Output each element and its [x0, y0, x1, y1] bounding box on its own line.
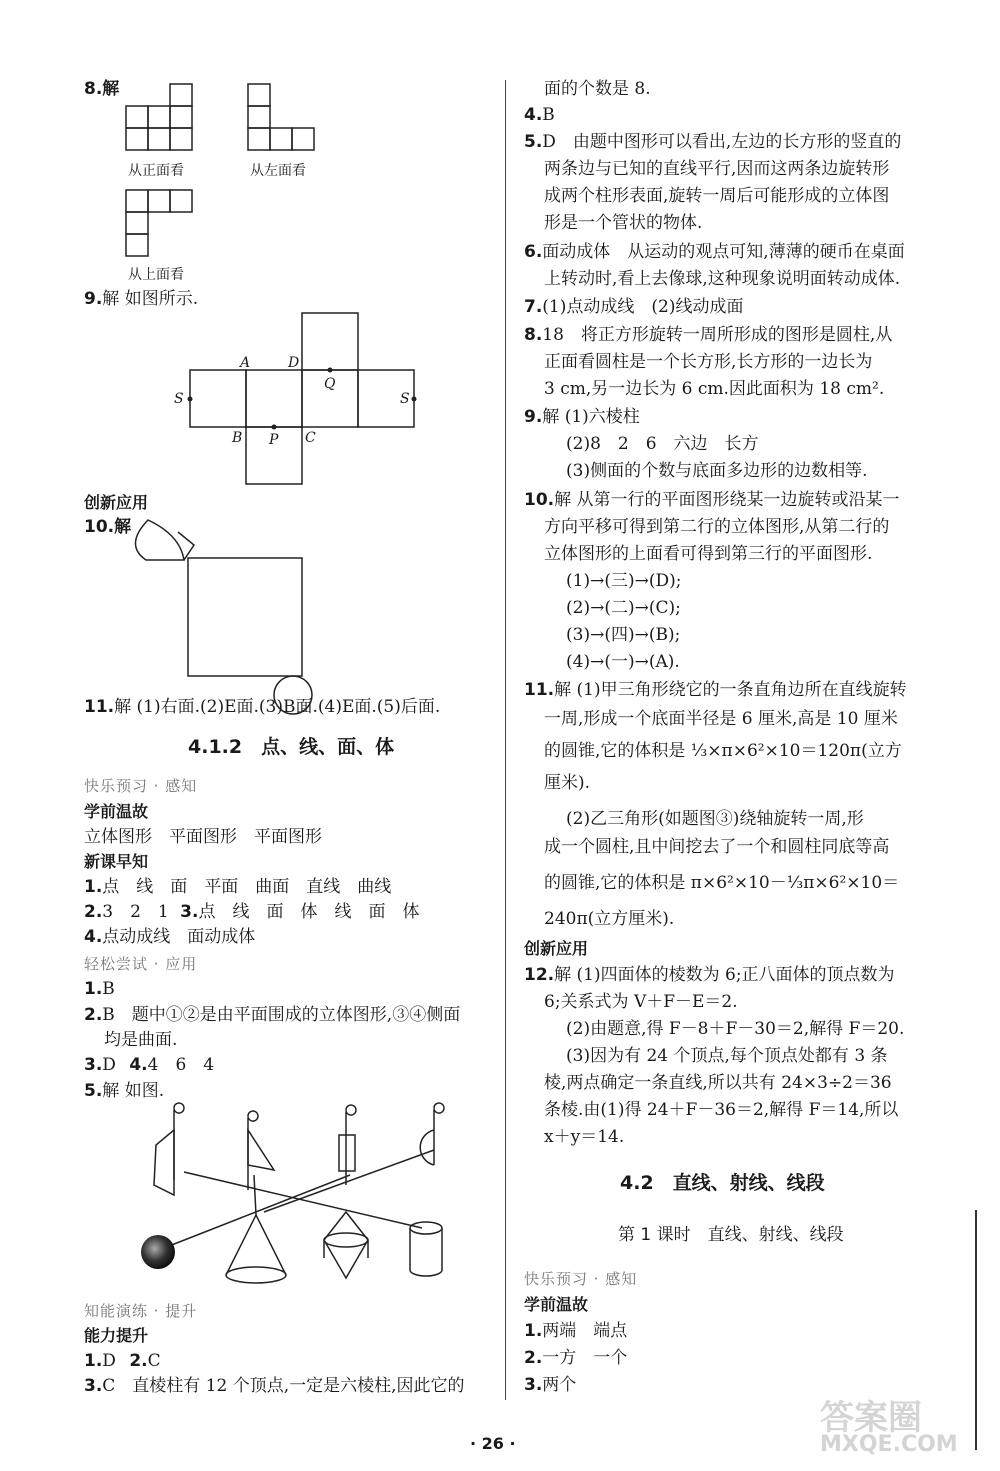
r-q10-m3: (3)→(四)→(B); [566, 625, 681, 645]
r-q11: 11.解 (1)甲三角形绕它的一条直角边所在直线旋转 [524, 680, 907, 700]
r-q12-l6: 条棱.由(1)得 24＋F－36＝2,解得 F＝14,所以 [544, 1100, 899, 1120]
r-xq-3: 3.两个 [524, 1375, 577, 1395]
r-q10-m2: (2)→(二)→(C); [566, 598, 681, 618]
r-q9-l2: (2)8 2 6 六边 长方 [566, 434, 759, 454]
nl-3: 3.C 直棱柱有 12 个顶点,一定是六棱柱,因此它的 [84, 1376, 465, 1396]
r-xq-2: 2.一方 一个 [524, 1348, 628, 1368]
r-q12-l4: (3)因为有 24 个顶点,每个顶点处都有 3 条 [566, 1046, 888, 1066]
r-q4: 4.B [524, 105, 555, 125]
r-q5-l4: 形是一个管状的物体. [544, 213, 703, 233]
innovation-heading-right: 创新应用 [524, 939, 589, 958]
r-q12-l7: x＋y＝14. [544, 1127, 625, 1147]
label-S-right: S [400, 391, 410, 407]
label-A: A [240, 355, 251, 371]
caption-left: 从左面看 [250, 163, 306, 179]
r-q5: 5.D 由题中图形可以看出,左边的长方形的竖直的 [524, 132, 902, 152]
r-q5-l3: 成两个柱形表面,旋转一周后可能形成的立体图 [544, 186, 890, 206]
heading-xueqian-right: 学前温故 [524, 1295, 589, 1314]
heading-nengli: 能力提升 [84, 1326, 149, 1345]
section-qingsong: 轻松尝试 · 应用 [84, 955, 198, 973]
r-q12-l3: (2)由题意,得 F－8＋F－30＝2,解得 F＝20. [566, 1019, 905, 1039]
column-divider [505, 80, 506, 1400]
xinke-4: 4.点动成线 面动成体 [84, 927, 256, 947]
section-title-4-2: 4.2 直线、射线、线段 [620, 1172, 825, 1194]
r-q12: 12.解 (1)四面体的棱数为 6;正八面体的顶点数为 [524, 965, 895, 985]
r-xq-1: 1.两端 端点 [524, 1321, 628, 1341]
xinke-2-3: 2.3 2 1 3.点 线 面 体 线 面 体 [84, 902, 420, 922]
nl-1-2: 1.D 2.C [84, 1351, 161, 1371]
margin-line [975, 1210, 977, 1450]
watermark-url: MXQE.COM [820, 1432, 958, 1457]
qs-1: 1.B [84, 979, 115, 999]
lesson-subtitle: 第 1 课时 直线、射线、线段 [618, 1225, 844, 1245]
q11: 11.解 (1)右面.(2)E面.(3)B面.(4)E面.(5)后面. [84, 697, 441, 717]
page-number: · 26 · [470, 1434, 516, 1453]
r-q11-l4: 厘米). [544, 773, 591, 793]
r-q5-l2: 两条边与已知的直线平行,因而这两条边旋转形 [544, 159, 890, 179]
qs-2: 2.B 题中①②是由平面围成的立体图形,③④侧面 [84, 1005, 461, 1025]
q10: 10.解 [84, 517, 132, 537]
qs-2-cont: 均是曲面. [104, 1030, 178, 1050]
qs-3-4: 3.D 4.4 6 4 [84, 1055, 215, 1075]
section-kuaile-left: 快乐预习 · 感知 [84, 777, 198, 795]
xinke-1: 1.点 线 面 平面 曲面 直线 曲线 [84, 877, 392, 897]
caption-front: 从正面看 [128, 163, 184, 179]
r-q10: 10.解 从第一行的平面图形绕某一边旋转或沿某一 [524, 490, 900, 510]
watermark-logo: 答案圈 [820, 1398, 922, 1438]
section-kuaile-right: 快乐预习 · 感知 [524, 1270, 638, 1288]
sphere [141, 1235, 175, 1269]
label-S-left: S [174, 391, 184, 407]
r-q11-l6: 成一个圆柱,且中间挖去了一个和圆柱同底等高 [544, 837, 890, 857]
heading-xueqian-left: 学前温故 [84, 802, 149, 821]
r-q11-l5: (2)乙三角形(如题图③)绕轴旋转一周,形 [566, 809, 864, 829]
q8: 8.解 [84, 79, 120, 99]
section-title-4-1-2: 4.1.2 点、线、面、体 [188, 736, 395, 758]
label-B: B [232, 430, 243, 446]
heading-xinke: 新课早知 [84, 852, 149, 871]
caption-top: 从上面看 [128, 267, 184, 283]
q9: 9.解 如图所示. [84, 289, 199, 309]
r-q6: 6.面动成体 从运动的观点可知,薄薄的硬币在桌面 [524, 242, 905, 262]
qs-5: 5.解 如图. [84, 1081, 165, 1101]
r-q12-l2: 6;关系式为 V＋F－E＝2. [544, 992, 738, 1012]
r-q11-l7: 的圆锥,它的体积是 π×6²×10－⅓π×6²×10＝ [544, 873, 900, 893]
r-q7: 7.(1)点动成线 (2)线动成面 [524, 297, 744, 317]
innovation-heading-left: 创新应用 [84, 493, 149, 512]
r-q6-l2: 上转动时,看上去像球,这种现象说明面转动成体. [544, 269, 901, 289]
label-P: P [269, 432, 279, 448]
r-q10-l3: 立体图形的上面看可得到第三行的平面图形. [544, 544, 873, 564]
r-q8-l3: 3 cm,另一边长为 6 cm.因此面积为 18 cm². [544, 379, 885, 399]
r-q10-m1: (1)→(三)→(D); [566, 571, 682, 591]
r-q10-m4: (4)→(一)→(A). [566, 652, 680, 672]
label-D: D [288, 355, 300, 371]
label-Q: Q [324, 376, 336, 392]
xueqian-answer: 立体图形 平面图形 平面图形 [84, 827, 322, 847]
r-q11-l2: 一周,形成一个底面半径是 6 厘米,高是 10 厘米 [544, 709, 898, 729]
r-cont: 面的个数是 8. [544, 79, 651, 99]
section-zhineng: 知能演练 · 提升 [84, 1302, 198, 1320]
r-q11-l8: 240π(立方厘米). [544, 909, 675, 929]
r-q9-l3: (3)侧面的个数与底面多边形的边数相等. [566, 461, 868, 481]
r-q9: 9.解 (1)六棱柱 [524, 407, 640, 427]
r-q8-l2: 正面看圆柱是一个长方形,长方形的一边长为 [544, 352, 873, 372]
label-C: C [305, 430, 316, 446]
r-q8: 8.18 将正方形旋转一周所形成的图形是圆柱,从 [524, 325, 893, 345]
q5-matching-diagram [84, 0, 494, 1300]
r-q10-l2: 方向平移可得到第二行的立体图形,从第二行的 [544, 517, 890, 537]
r-q11-l3: 的圆锥,它的体积是 ⅓×π×6²×10＝120π(立方 [544, 741, 902, 761]
r-q12-l5: 棱,两点确定一条直线,所以共有 24×3÷2＝36 [544, 1073, 892, 1093]
